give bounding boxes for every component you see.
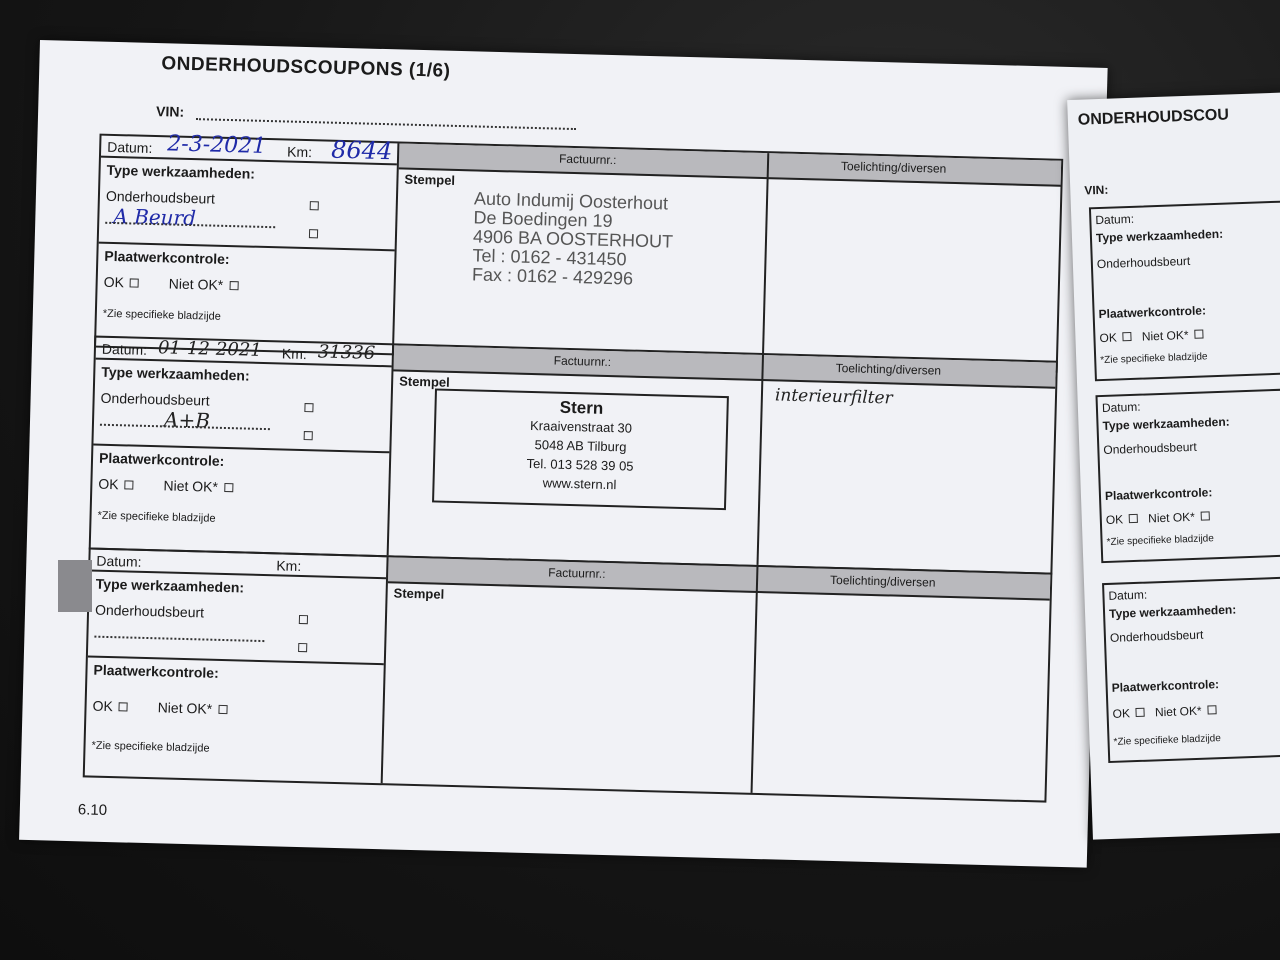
checkbox[interactable] bbox=[304, 431, 313, 440]
ok-checkbox[interactable] bbox=[125, 480, 134, 489]
datum-row bbox=[90, 550, 386, 580]
onderhoud-label: Onderhoudsbeurt bbox=[1103, 439, 1197, 458]
ok-label: OK bbox=[92, 697, 114, 715]
toelichting-label: Toelichting/diversen bbox=[835, 360, 942, 378]
km-label: Km: bbox=[281, 345, 307, 363]
factuur-label: Factuurnr.: bbox=[558, 151, 617, 168]
datum-label: Datum: bbox=[1108, 587, 1148, 603]
km-value: 8644 bbox=[330, 135, 393, 166]
booklet-right-page bbox=[1067, 92, 1280, 839]
ok-label: OK bbox=[103, 273, 125, 291]
datum-label: Datum: bbox=[96, 552, 142, 570]
section-tab bbox=[58, 560, 92, 612]
stempel-label: Stempel bbox=[398, 373, 450, 390]
plaatwerk-label: Plaatwerkcontrole: bbox=[1098, 303, 1207, 322]
ok-row bbox=[103, 274, 238, 294]
niet-ok-label: Niet OK* bbox=[157, 699, 213, 717]
dotted-line bbox=[94, 636, 264, 642]
service-handwriting: A+B bbox=[163, 407, 211, 433]
niet-ok-label: Niet OK* bbox=[1154, 703, 1202, 720]
ok-checkbox[interactable] bbox=[1123, 332, 1132, 341]
datum-label: Datum: bbox=[107, 138, 153, 156]
checkbox[interactable] bbox=[310, 201, 319, 210]
km-label: Km: bbox=[286, 143, 313, 161]
datum-label: Datum: bbox=[1101, 399, 1141, 416]
factuur-label: Factuurnr.: bbox=[553, 353, 612, 370]
stamp-line: 5048 AB Tilburg bbox=[534, 437, 627, 455]
type-label: Type werkzaamheden: bbox=[95, 575, 245, 596]
zie-note: *Zie specifieke bladzijde bbox=[97, 509, 216, 525]
stamp-line: Fax : 0162 - 429296 bbox=[471, 264, 634, 289]
toelichting-handwriting: interieurfilter bbox=[774, 385, 893, 409]
onderhoud-label: Onderhoudsbeurt bbox=[1096, 253, 1191, 272]
ok-row bbox=[1099, 327, 1203, 345]
type-label: Type werkzaamheden: bbox=[1108, 602, 1237, 621]
coupon-left-column bbox=[96, 131, 399, 354]
coupon-2 bbox=[89, 336, 1058, 575]
right-page-title: ONDERHOUDSCOU bbox=[1077, 106, 1230, 129]
booklet-left-page bbox=[19, 40, 1108, 868]
onderhoud-label: Onderhoudsbeurt bbox=[94, 601, 205, 621]
coupon-left-column bbox=[91, 338, 394, 556]
onderhoud-label: Onderhoudsbeurt bbox=[105, 187, 216, 207]
plaatwerk-label: Plaatwerkcontrole: bbox=[98, 449, 225, 469]
datum-label: Datum: bbox=[1095, 211, 1135, 228]
ok-checkbox[interactable] bbox=[1136, 708, 1145, 717]
right-coupon-2 bbox=[1095, 388, 1280, 563]
coupon-left-column bbox=[85, 550, 389, 784]
ok-checkbox[interactable] bbox=[130, 278, 139, 287]
niet-ok-checkbox[interactable] bbox=[224, 483, 233, 492]
right-coupon-3 bbox=[1102, 576, 1280, 763]
datum-row bbox=[96, 338, 392, 368]
ok-row bbox=[98, 476, 233, 496]
stamp-line: Tel : 0162 - 431450 bbox=[472, 245, 627, 270]
checkbox[interactable] bbox=[298, 643, 307, 652]
ok-checkbox[interactable] bbox=[119, 702, 128, 711]
ok-row bbox=[1106, 509, 1210, 527]
type-label: Type werkzaamheden: bbox=[101, 363, 250, 384]
ok-row bbox=[92, 698, 227, 718]
page-number: 6.10 bbox=[77, 801, 108, 820]
type-label: Type werkzaamheden: bbox=[106, 161, 256, 182]
type-label: Type werkzaamheden: bbox=[1095, 226, 1224, 246]
ok-checkbox[interactable] bbox=[1129, 514, 1138, 523]
niet-ok-checkbox[interactable] bbox=[1194, 329, 1203, 338]
stamp-line: 4906 BA OOSTERHOUT bbox=[472, 226, 674, 252]
onderhoud-label: Onderhoudsbeurt bbox=[1109, 627, 1204, 645]
type-label: Type werkzaamheden: bbox=[1102, 414, 1230, 434]
niet-ok-checkbox[interactable] bbox=[229, 281, 238, 290]
vin-line bbox=[196, 118, 576, 130]
datum-row bbox=[101, 131, 397, 166]
dealer-stamp bbox=[472, 189, 674, 289]
niet-ok-label: Niet OK* bbox=[1141, 327, 1189, 344]
km-value: 31336 bbox=[317, 341, 376, 364]
datum-value: 01-12-2021 bbox=[157, 337, 263, 361]
ok-label: OK bbox=[98, 475, 119, 493]
factuur-label: Factuurnr.: bbox=[548, 565, 606, 581]
zie-note: *Zie specifieke bladzijde bbox=[1100, 351, 1208, 367]
checkbox[interactable] bbox=[299, 615, 308, 624]
km-label: Km: bbox=[276, 557, 302, 575]
zie-note: *Zie specifieke bladzijde bbox=[1113, 733, 1222, 748]
stamp-line: Auto Indumij Oosterhout bbox=[473, 188, 669, 214]
checkbox[interactable] bbox=[309, 229, 318, 238]
zie-note: *Zie specifieke bladzijde bbox=[91, 739, 210, 755]
niet-ok-checkbox[interactable] bbox=[218, 705, 227, 714]
coupon-1 bbox=[94, 131, 1063, 373]
dealer-stamp bbox=[432, 388, 729, 510]
stempel-label: Stempel bbox=[404, 171, 456, 188]
ok-row bbox=[1112, 703, 1216, 721]
right-vin-label: VIN: bbox=[1084, 182, 1109, 198]
zie-note: *Zie specifieke bladzijde bbox=[1106, 533, 1215, 548]
vin-label: VIN: bbox=[155, 103, 185, 120]
page-title: ONDERHOUDSCOUPONS (1/6) bbox=[161, 53, 451, 82]
stamp-line: Tel. 013 528 39 05 bbox=[526, 455, 634, 474]
toelichting-label: Toelichting/diversen bbox=[840, 159, 947, 176]
ok-label: OK bbox=[1099, 330, 1118, 346]
stamp-line: Kraaivenstraat 30 bbox=[529, 417, 633, 436]
ok-label: OK bbox=[1105, 512, 1124, 527]
stamp-line: www.stern.nl bbox=[542, 475, 617, 493]
stamp-line: Stern bbox=[559, 397, 604, 418]
coupon-3 bbox=[83, 547, 1053, 802]
datum-label: Datum: bbox=[101, 340, 148, 358]
niet-ok-label: Niet OK* bbox=[168, 275, 224, 293]
stamp-line: De Boedingen 19 bbox=[473, 207, 613, 232]
plaatwerk-label: Plaatwerkcontrole: bbox=[93, 661, 219, 681]
plaatwerk-label: Plaatwerkcontrole: bbox=[1104, 485, 1213, 503]
niet-ok-checkbox[interactable] bbox=[1201, 511, 1210, 520]
niet-ok-label: Niet OK* bbox=[1147, 509, 1196, 526]
zie-note: *Zie specifieke bladzijde bbox=[102, 307, 221, 323]
service-handwriting: A Beurd bbox=[113, 203, 197, 231]
checkbox[interactable] bbox=[304, 403, 313, 412]
plaatwerk-label: Plaatwerkcontrole: bbox=[104, 247, 230, 268]
plaatwerk-label: Plaatwerkcontrole: bbox=[1111, 677, 1220, 695]
ok-label: OK bbox=[1112, 706, 1131, 721]
onderhoud-label: Onderhoudsbeurt bbox=[100, 389, 210, 409]
right-coupon-1 bbox=[1089, 200, 1280, 381]
stempel-label: Stempel bbox=[393, 585, 445, 602]
toelichting-label: Toelichting/diversen bbox=[829, 572, 936, 590]
niet-ok-checkbox[interactable] bbox=[1207, 705, 1216, 714]
datum-value: 2-3-2021 bbox=[166, 131, 267, 159]
niet-ok-label: Niet OK* bbox=[163, 477, 219, 495]
